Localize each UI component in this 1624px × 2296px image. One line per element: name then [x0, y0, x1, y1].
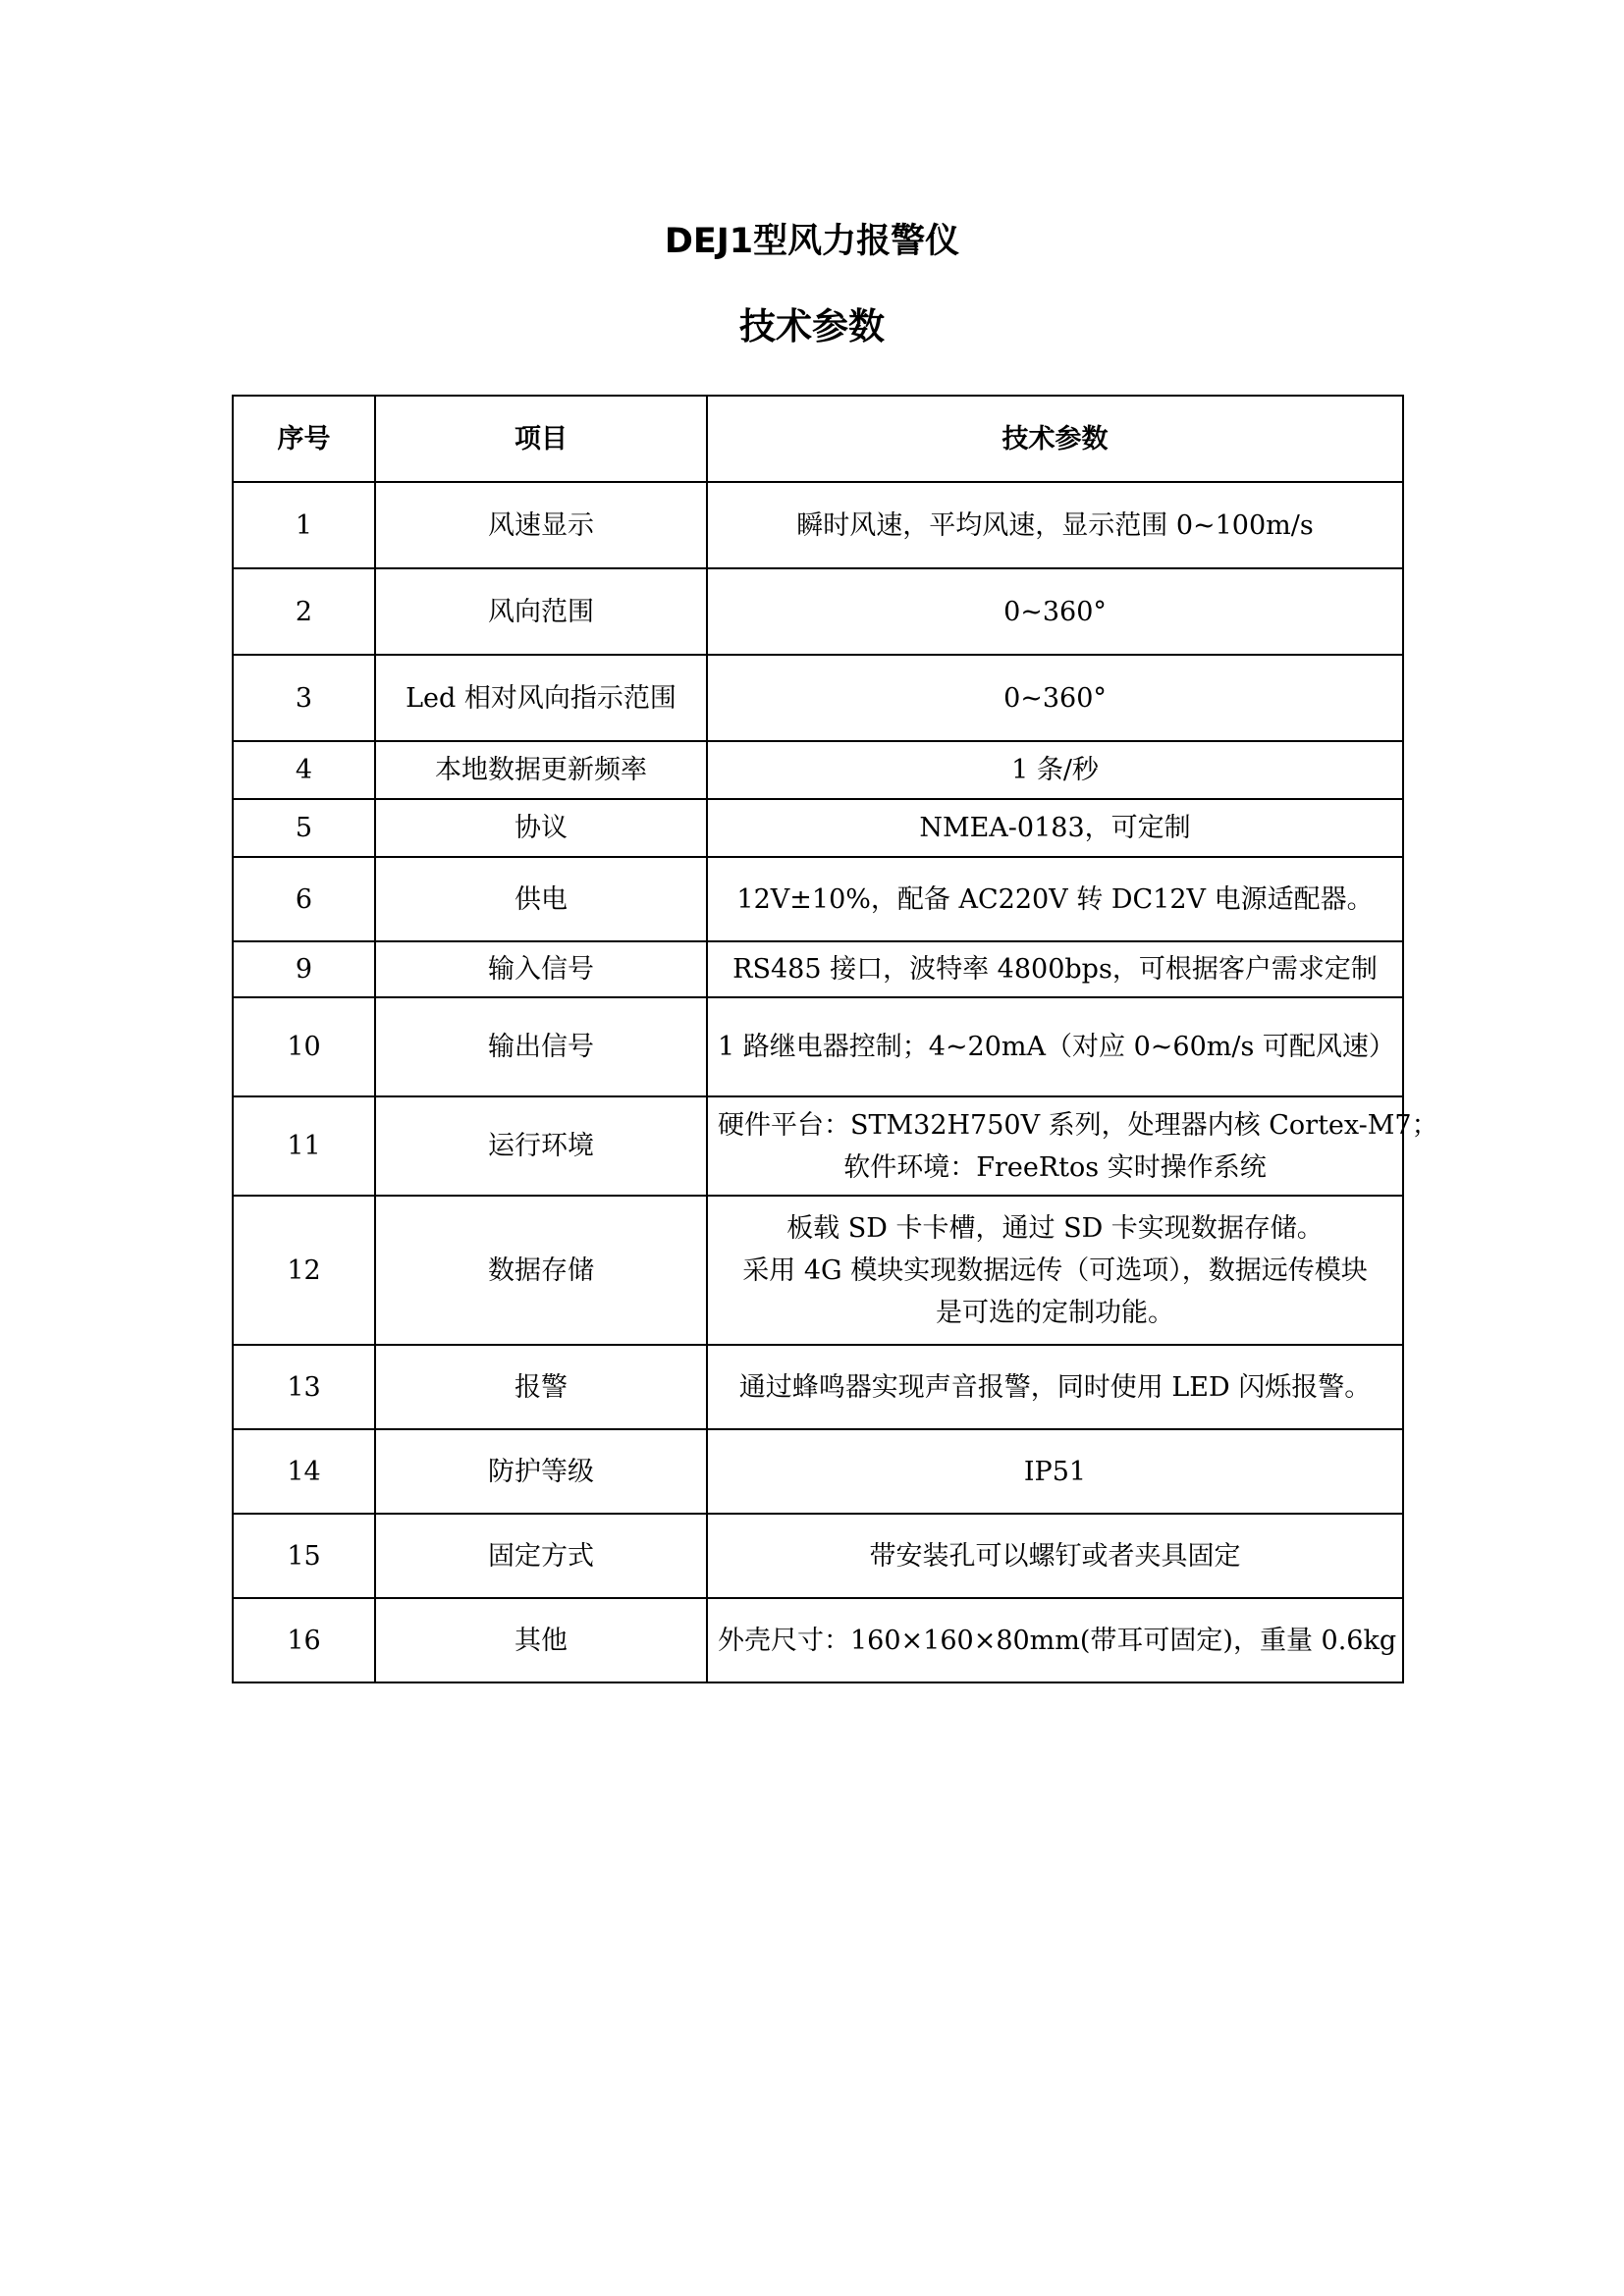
row-item: 供电 [375, 857, 707, 941]
document-subtitle: 技术参数 [739, 305, 885, 347]
row-number: 9 [233, 941, 375, 997]
row-spec [707, 941, 1403, 997]
row-spec [707, 741, 1403, 799]
row-item: 运行环境 [375, 1096, 707, 1196]
row-spec [707, 1598, 1403, 1682]
row-spec [707, 1096, 1438, 1196]
row-item: 数据存储 [375, 1196, 707, 1345]
spec-line: 瞬时风速，平均风速，显示范围 0~100m/s [796, 509, 1314, 541]
spec-line: 1 条/秒 [1011, 755, 1099, 785]
row-item: 风速显示 [375, 482, 707, 568]
table-row [233, 941, 1403, 997]
row-item: 防护等级 [375, 1429, 707, 1514]
document-title: DEJ1型风力报警仪 [664, 222, 960, 261]
spec-line: 板载 SD 卡卡槽，通过 SD 卡实现数据存储。 [786, 1212, 1324, 1244]
spec-line: IP51 [1023, 1456, 1087, 1487]
table-row [233, 741, 1403, 799]
row-item: 输入信号 [375, 941, 707, 997]
header-item: 项目 [375, 396, 707, 482]
header-spec: 技术参数 [707, 396, 1403, 482]
row-item: 报警 [375, 1345, 707, 1429]
row-spec [707, 482, 1403, 568]
table-header-row [233, 396, 1403, 482]
row-spec [707, 997, 1403, 1096]
table-row [233, 655, 1403, 741]
table-row [233, 1514, 1403, 1598]
table-row [233, 568, 1403, 655]
spec-line: 1 路继电器控制；4~20mA（对应 0~60m/s 可配风速） [718, 1032, 1395, 1062]
row-number: 14 [233, 1429, 375, 1514]
table-row [233, 1345, 1403, 1429]
row-item: 固定方式 [375, 1514, 707, 1598]
table-row [233, 1096, 1403, 1196]
row-spec [707, 1429, 1403, 1514]
table-row [233, 482, 1403, 568]
table-body [233, 482, 1438, 1682]
spec-table [232, 395, 1438, 1683]
table-row [233, 1598, 1403, 1682]
spec-line: RS485 接口，波特率 4800bps，可根据客户需求定制 [732, 954, 1378, 985]
spec-line: 采用 4G 模块实现数据远传（可选项），数据远传模块 [742, 1255, 1368, 1286]
table-row [233, 799, 1403, 857]
row-number: 6 [233, 857, 375, 941]
row-spec [707, 799, 1403, 857]
row-number: 1 [233, 482, 375, 568]
spec-line: 0~360° [1003, 682, 1107, 714]
row-number: 12 [233, 1196, 375, 1345]
spec-line: 0~360° [1003, 596, 1107, 627]
spec-line: 12V±10%，配备 AC220V 转 DC12V 电源适配器。 [736, 883, 1374, 915]
table-row [233, 857, 1403, 941]
row-spec [707, 1345, 1403, 1429]
row-spec [707, 1514, 1403, 1598]
row-number: 10 [233, 997, 375, 1096]
spec-line: 硬件平台：STM32H750V 系列，处理器内核 Cortex-M7； [718, 1109, 1438, 1141]
row-item: 协议 [375, 799, 707, 857]
spec-line: 软件环境：FreeRtos 实时操作系统 [843, 1151, 1267, 1183]
row-number: 16 [233, 1598, 375, 1682]
row-number: 15 [233, 1514, 375, 1598]
row-spec [707, 655, 1403, 741]
row-number: 11 [233, 1096, 375, 1196]
row-number: 2 [233, 568, 375, 655]
table-row [233, 997, 1403, 1096]
spec-line: NMEA-0183，可定制 [919, 813, 1191, 843]
row-item: 本地数据更新频率 [375, 741, 707, 799]
row-number: 4 [233, 741, 375, 799]
row-number: 13 [233, 1345, 375, 1429]
table-row [233, 1429, 1403, 1514]
spec-line: 外壳尺寸：160×160×80mm(带耳可固定)，重量 0.6kg [718, 1625, 1397, 1656]
table-row [233, 1196, 1403, 1345]
row-spec [707, 857, 1403, 941]
spec-line: 是可选的定制功能。 [936, 1297, 1174, 1328]
row-spec [707, 1196, 1403, 1345]
row-number: 3 [233, 655, 375, 741]
spec-line: 通过蜂鸣器实现声音报警，同时使用 LED 闪烁报警。 [738, 1371, 1372, 1403]
row-item: 风向范围 [375, 568, 707, 655]
header-no: 序号 [233, 396, 375, 482]
row-item: 其他 [375, 1598, 707, 1682]
row-spec [707, 568, 1403, 655]
row-item: Led 相对风向指示范围 [375, 655, 707, 741]
row-number: 5 [233, 799, 375, 857]
spec-line: 带安装孔可以螺钉或者夹具固定 [869, 1540, 1241, 1572]
row-item: 输出信号 [375, 997, 707, 1096]
